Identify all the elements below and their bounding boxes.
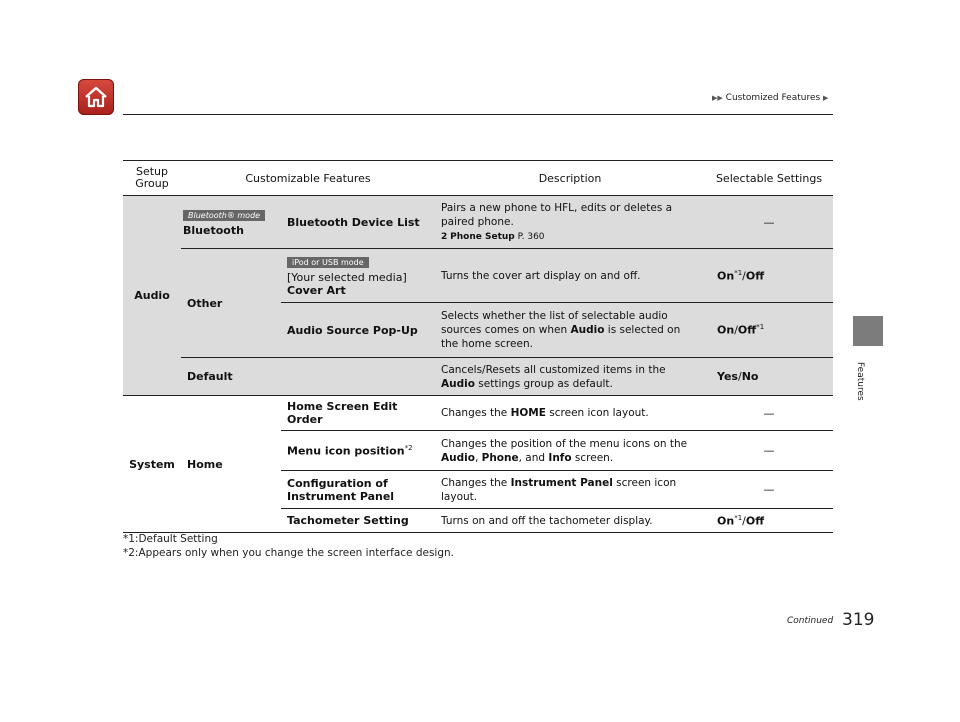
- setting-cell: —: [705, 471, 833, 509]
- setting-cell: [705, 509, 833, 533]
- subgroup-label: Bluetooth: [183, 223, 244, 237]
- setting-cell: —: [705, 431, 833, 471]
- ref-label: Phone Setup: [450, 231, 515, 242]
- setting-on: On: [717, 323, 735, 337]
- setting-cell: [705, 249, 833, 303]
- subgroup-home: Home: [181, 396, 281, 533]
- subgroup-bluetooth: [181, 196, 281, 249]
- description-cell: [435, 196, 705, 249]
- feature-home-screen-edit-order: Home Screen Edit Order: [281, 396, 435, 431]
- footnote-1: *1:Default Setting: [123, 533, 218, 545]
- table-row: [123, 249, 833, 303]
- description-text: Changes the: [441, 476, 511, 489]
- customized-features-table: [123, 160, 833, 533]
- breadcrumb-arrow-end: ▶: [823, 94, 829, 102]
- description-text: , and: [518, 451, 549, 464]
- description-bold: Info: [548, 451, 572, 464]
- description-text: Turns on and off the tachometer display.: [435, 509, 705, 533]
- description-bold: HOME: [510, 407, 546, 419]
- description-text: screen icon layout.: [441, 476, 677, 503]
- feature-prefix: [Your selected media]: [287, 270, 407, 284]
- footnote-marker: *2: [404, 443, 413, 452]
- description-cell: [435, 471, 705, 509]
- setting-cell: [705, 358, 833, 396]
- feature-audio-source-popup: Audio Source Pop-Up: [281, 303, 435, 358]
- setting-cell: [705, 303, 833, 358]
- table-row: [123, 358, 833, 396]
- feature-tachometer-setting: Tachometer Setting: [281, 509, 435, 533]
- setting-separator: /: [734, 323, 738, 337]
- table-header-row: [123, 161, 833, 196]
- setting-cell: —: [705, 196, 833, 249]
- house-glyph-icon: [83, 84, 109, 110]
- description-text: Cancels/Resets all customized items in the: [441, 363, 666, 376]
- header-description: Description: [435, 161, 705, 196]
- description-bold: Instrument Panel: [510, 476, 613, 489]
- setting-separator: /: [737, 370, 742, 383]
- description-text: settings group as default.: [474, 377, 613, 390]
- home-icon[interactable]: [78, 79, 114, 115]
- footnote-2: *2:Appears only when you change the screen interface design.: [123, 547, 455, 559]
- section-label: Features: [855, 362, 865, 401]
- setting-off: Off: [745, 514, 765, 528]
- description-cell: [435, 358, 705, 396]
- footnote-marker: *1: [734, 513, 743, 522]
- description-cell: [435, 303, 705, 358]
- breadcrumb: [712, 93, 828, 103]
- header-customizable-features: Customizable Features: [181, 161, 435, 196]
- description-cell: [435, 396, 705, 431]
- setting-on: On: [717, 269, 735, 283]
- description-bold: Audio: [441, 377, 475, 390]
- breadcrumb-arrows: ▶▶: [712, 94, 723, 102]
- header-setup-group: Setup Group: [123, 161, 181, 196]
- continued-label: Continued: [787, 616, 834, 626]
- footnote-marker: *1: [756, 323, 765, 332]
- mode-tag-ipod-usb: iPod or USB mode: [287, 257, 369, 268]
- description-text: screen.: [571, 451, 614, 464]
- description-bold: Phone: [481, 451, 519, 464]
- feature-menu-icon-position: [281, 431, 435, 471]
- description-cell: [435, 431, 705, 471]
- feature-configuration-instrument-panel: Configuration of Instrument Panel: [281, 471, 435, 509]
- description-text: Pairs a new phone to HFL, edits or deletes a paired phone.: [441, 201, 673, 228]
- description-bold: Audio: [441, 451, 475, 464]
- mode-tag-bluetooth: Bluetooth® mode: [183, 210, 265, 221]
- setting-off: Off: [737, 323, 757, 337]
- page-number: 319: [842, 610, 875, 630]
- description-text: Selects whether the list of selectable audio sources comes on when: [441, 310, 668, 336]
- footnotes: [123, 532, 454, 560]
- feature-label: Cover Art: [287, 283, 346, 297]
- header-selectable-settings: Selectable Settings: [705, 161, 833, 196]
- feature-bluetooth-device-list: Bluetooth Device List: [281, 196, 435, 249]
- description-text: Changes the position of the menu icons on the: [441, 437, 688, 450]
- footnote-marker: *1: [734, 268, 743, 277]
- setting-off: Off: [745, 269, 765, 283]
- header-rule: [123, 114, 833, 115]
- description-text: Changes the: [441, 407, 511, 419]
- ref-marker: 2: [441, 231, 448, 242]
- setting-separator: /: [742, 269, 746, 283]
- section-tab[interactable]: [853, 316, 883, 346]
- group-system: System: [123, 396, 181, 533]
- setting-on: On: [717, 514, 735, 528]
- setting-separator: /: [742, 514, 746, 528]
- subgroup-other: Other: [181, 249, 281, 358]
- subgroup-default: Default: [181, 358, 435, 396]
- description-text: is selected on the home screen.: [441, 324, 681, 350]
- setting-cell: —: [705, 396, 833, 431]
- description-bold: Audio: [570, 324, 605, 336]
- table-row: [123, 396, 833, 431]
- description-text: Turns the cover art display on and off.: [435, 249, 705, 303]
- description-text: screen icon layout.: [545, 407, 649, 419]
- breadcrumb-link[interactable]: Customized Features: [725, 93, 821, 103]
- group-audio: Audio: [123, 196, 181, 396]
- setting-yes: Yes: [717, 370, 738, 383]
- table-row: [123, 196, 833, 249]
- ref-page: P. 360: [517, 231, 545, 242]
- feature-label: Menu icon position: [287, 444, 405, 458]
- feature-cover-art: [281, 249, 435, 303]
- description-text: ,: [474, 451, 482, 464]
- cross-reference-link[interactable]: [441, 232, 545, 242]
- setting-no: No: [741, 370, 759, 383]
